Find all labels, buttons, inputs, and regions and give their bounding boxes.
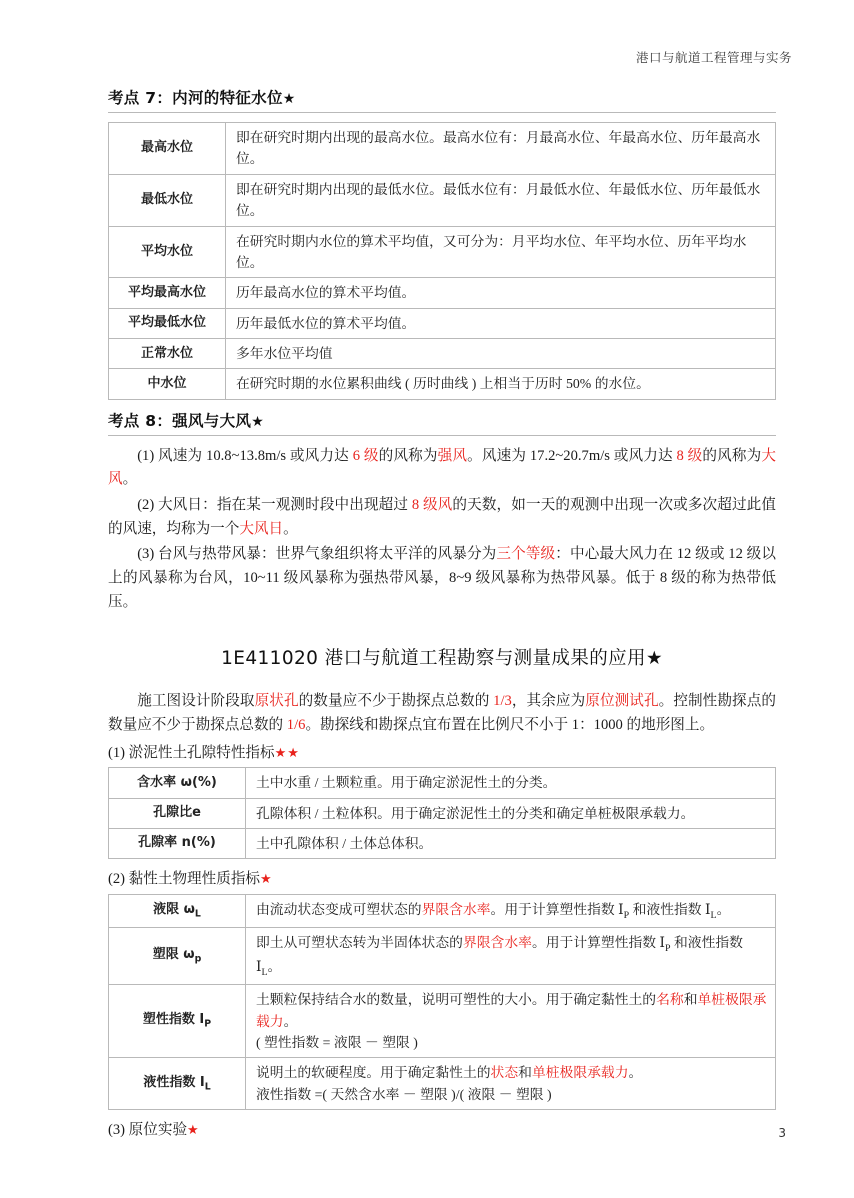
table-cell-value: 孔隙体积 / 土粒体积。用于确定淤泥性土的分类和确定单桩极限承载力。 (246, 798, 776, 828)
text-run: 。 (628, 1065, 643, 1081)
value-line-2: 液性指数 =( 天然含水率 － 塑限 )/( 液限 － 塑限 ) (256, 1086, 552, 1102)
heading-kaodian-8 (108, 409, 776, 436)
table-cell-key: 平均水位 (109, 226, 226, 278)
text-run-highlight: 8 级 (676, 447, 703, 464)
table-row (109, 369, 776, 399)
table-row (109, 985, 776, 1058)
text-run: 的风称为 (378, 447, 438, 464)
heading-kaodian-7 (108, 86, 776, 113)
text-run: (1) 风速为 10.8~13.8m/s 或风力达 (137, 447, 353, 464)
table-cell-key: 最低水位 (109, 174, 226, 226)
table-cell-value: 即在研究时期内出现的最低水位。最低水位有：月最低水位、年最低水位、历年最低水位。 (226, 174, 776, 226)
text-run-highlight: 强风 (437, 447, 468, 464)
text-run: 。 (283, 1013, 298, 1029)
table-cell-key: 含水率 ω(%) (109, 768, 246, 798)
label-text: (2) 黏性土物理性质指标 (108, 871, 261, 888)
text-run: 。 (716, 901, 731, 917)
chapter-title (108, 644, 776, 670)
subscript: P (665, 942, 671, 954)
key-subscript: P (204, 1018, 212, 1030)
star-icon: ★ (645, 648, 663, 670)
text-run: ，其余应为 (511, 693, 586, 710)
table-row (109, 226, 776, 278)
label-text: (1) 淤泥性土孔隙特性指标 (108, 744, 275, 761)
paragraph-wind-1 (108, 445, 776, 492)
table-row (109, 894, 776, 927)
text-run: 和 (518, 1065, 532, 1081)
table-cell-key: 平均最高水位 (109, 278, 226, 308)
label-text: (3) 原位实验 (108, 1122, 188, 1139)
paragraph-wind-2 (108, 494, 776, 541)
key-main: 塑限 ω (152, 947, 195, 963)
table-cell-value (246, 985, 776, 1058)
table-cell-key (109, 928, 246, 985)
text-run: 和 (683, 992, 698, 1008)
text-run-highlight: 单桩极限承载力 (256, 992, 767, 1029)
table-cell-key: 最高水位 (109, 123, 226, 175)
text-run: 。勘探线和勘探点宜布置在比例尺不小于 1：1000 的地形图上。 (305, 716, 715, 733)
text-run: 。控制性勘探点的数量应不少于勘探点总数的 (108, 693, 776, 733)
table-cell-value: 在研究时期内水位的算术平均值，又可分为：月平均水位、年平均水位、历年平均水位。 (226, 226, 776, 278)
text-run: 。风速为 17.2~20.7m/s 或风力达 (467, 447, 677, 464)
text-run: 。 (283, 520, 298, 537)
table-clay-indicators (108, 894, 776, 1110)
table-cell-key: 中水位 (109, 369, 226, 399)
paragraph-survey (108, 690, 776, 737)
table-cell-key: 正常水位 (109, 339, 226, 369)
key-subscript: L (204, 1081, 211, 1093)
table-cell-value (246, 1058, 776, 1110)
table-row (109, 1058, 776, 1110)
subscript: L (261, 966, 268, 978)
table-row (109, 928, 776, 985)
key-main: 液性指数 Ⅰ (143, 1074, 205, 1090)
text-run-highlight: 1/3 (493, 693, 512, 710)
text-run-highlight: 8 级风 (411, 497, 453, 514)
text-run: 和液性指数 Ⅰ (256, 935, 743, 975)
text-run-highlight: 三个等级 (496, 546, 556, 563)
key-subscript: L (194, 908, 201, 920)
text-run: 说明土的软硬程度。用于确定黏性土的 (256, 1065, 491, 1081)
subscript: L (710, 909, 717, 921)
table-cell-value: 历年最高水位的算术平均值。 (226, 278, 776, 308)
text-run-highlight: 1/6 (286, 716, 306, 733)
star-icon: ★★ (274, 744, 300, 760)
table-cell-key: 孔隙率 n(%) (109, 828, 246, 858)
table-cell-value: 历年最低水位的算术平均值。 (226, 308, 776, 338)
text-run-highlight: 界限含水率 (421, 901, 491, 917)
key-main: 塑性指数 Ⅰ (142, 1012, 205, 1028)
label-silt-section (108, 742, 776, 765)
chapter-number: 1E411020 (221, 648, 319, 670)
table-row (109, 278, 776, 308)
label-clay-section (108, 868, 776, 891)
text-run-highlight: 单桩极限承载力 (531, 1065, 629, 1081)
text-run: 的数量应不少于勘探点总数的 (298, 693, 494, 710)
key-main: 液限 ω (153, 901, 195, 917)
value-line-1 (256, 1062, 767, 1083)
table-cell-value: 土中孔隙体积 / 土体总体积。 (246, 828, 776, 858)
text-run: 施工图设计阶段取 (137, 693, 255, 710)
heading-kaodian-8-text: 考点 8：强风与大风 (108, 411, 252, 430)
table-cell-key (109, 894, 246, 927)
text-run: 土颗粒保持结合水的数量，说明可塑性的大小。用于确定黏性土的 (256, 992, 657, 1008)
page-content (108, 86, 776, 1145)
paragraph-wind-3 (108, 543, 776, 614)
table-row (109, 123, 776, 175)
text-run-highlight: 原位测试孔 (585, 693, 659, 710)
value-line-2: ( 塑性指数 = 液限 － 塑限 ) (256, 1035, 418, 1051)
table-cell-value: 多年水位平均值 (226, 339, 776, 369)
table-cell-value: 即在研究时期内出现的最高水位。最高水位有：月最高水位、年最高水位、历年最高水位。 (226, 123, 776, 175)
star-icon: ★ (251, 413, 265, 430)
star-icon: ★ (282, 91, 296, 107)
table-cell-key: 平均最低水位 (109, 308, 226, 338)
text-run: 和液性指数 Ⅰ (629, 901, 711, 917)
page-number: 3 (778, 1126, 786, 1140)
text-run-highlight: 原状孔 (254, 693, 299, 710)
table-water-levels (108, 122, 776, 400)
table-row (109, 828, 776, 858)
table-cell-value (246, 928, 776, 985)
table-row (109, 174, 776, 226)
value-line-1 (256, 989, 767, 1032)
text-run-highlight: 状态 (490, 1065, 519, 1081)
table-cell-value: 土中水重 / 土颗粒重。用于确定淤泥性土的分类。 (246, 768, 776, 798)
text-run-highlight: 大风 (108, 447, 776, 488)
text-run: (3) 台风与热带风暴：世界气象组织将太平洋的风暴分为 (137, 546, 497, 563)
table-row (109, 798, 776, 828)
text-run: 由流动状态变成可塑状态的 (256, 901, 422, 917)
text-run: 的天数，如一天的观测中出现一次或多次超过此值的风速，均称为一个 (108, 497, 776, 537)
table-cell-key (109, 985, 246, 1058)
running-header: 港口与航道工程管理与实务 (635, 50, 792, 65)
table-cell-value: 在研究时期的水位累积曲线 ( 历时曲线 ) 上相当于历时 50% 的水位。 (226, 369, 776, 399)
text-run-highlight: 大风日 (239, 520, 284, 537)
text-run: 即土从可塑状态转为半固体状态的 (256, 935, 463, 950)
text-run: 。 (122, 471, 138, 488)
heading-kaodian-7-text: 考点 7：内河的特征水位 (108, 89, 283, 107)
star-icon: ★ (260, 871, 273, 887)
table-row (109, 768, 776, 798)
text-run-highlight: 6 级 (352, 447, 379, 464)
table-cell-value (246, 894, 776, 927)
text-run: 。用于计算塑性指数 Ⅰ (531, 935, 666, 950)
text-run: 。 (267, 959, 282, 975)
table-cell-key (109, 1058, 246, 1110)
label-insitu-section (108, 1119, 776, 1142)
star-icon: ★ (187, 1122, 200, 1138)
text-run-highlight: 名称 (656, 992, 684, 1008)
subscript: P (623, 909, 630, 921)
text-run: 的风称为 (702, 447, 762, 464)
key-subscript: p (194, 953, 202, 965)
table-row (109, 339, 776, 369)
text-run-highlight: 界限含水率 (462, 935, 532, 950)
chapter-title-text: 港口与航道工程勘察与测量成果的应用 (324, 648, 646, 670)
table-row (109, 308, 776, 338)
text-run: ：中心最大风力在 12 级或 12 级以上的风暴称为台风，10~11 级风暴称为强热带风暴，8~9 级风暴称为热带风暴。低于 8 级的称为热带低压。 (108, 546, 776, 610)
text-run: 。用于计算塑性指数 Ⅰ (490, 901, 624, 917)
text-run: (2) 大风日：指在某一观测时段中出现超过 (137, 497, 412, 514)
table-silt-indicators (108, 767, 776, 859)
table-cell-key: 孔隙比e (109, 798, 246, 828)
